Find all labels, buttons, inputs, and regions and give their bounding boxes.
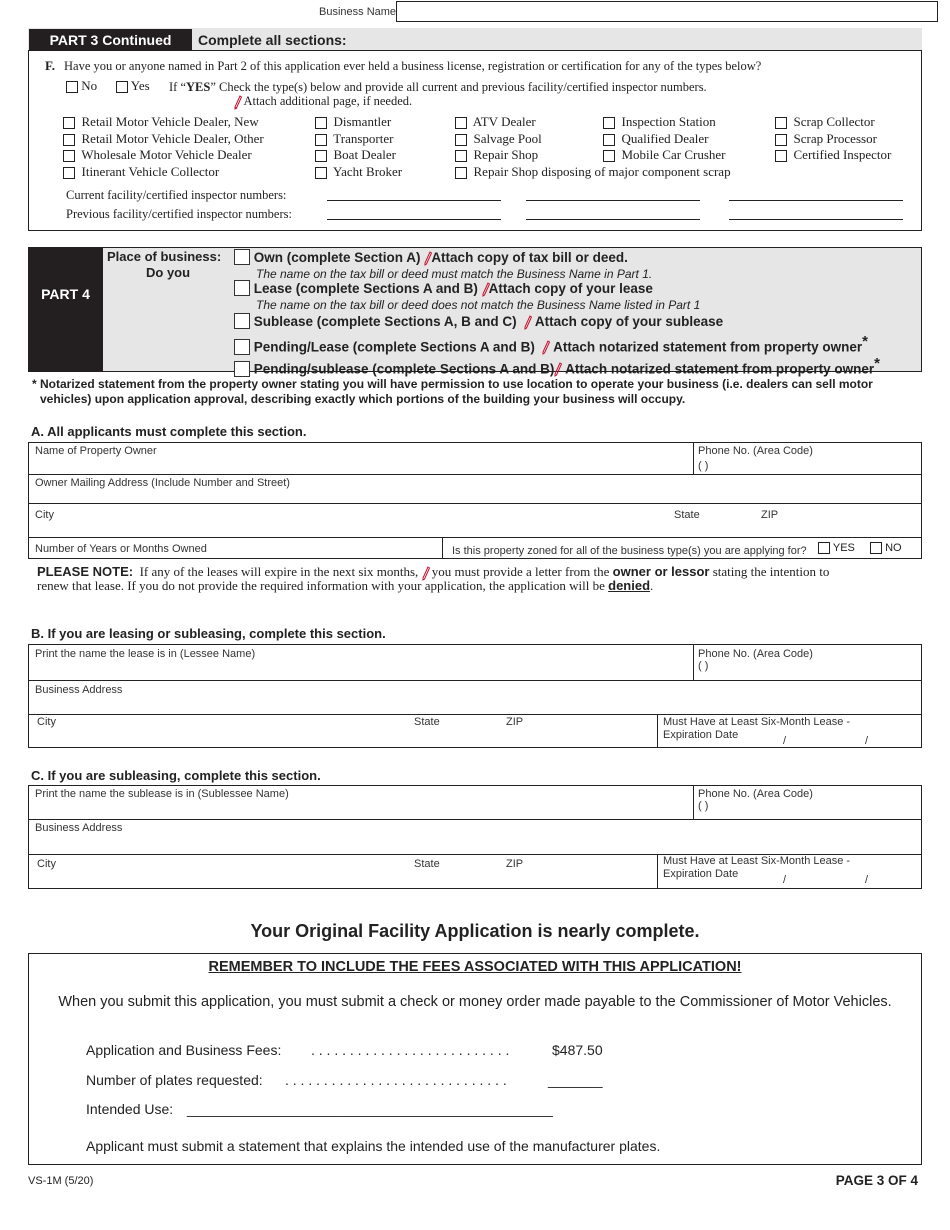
- sublessee-address-field[interactable]: Business Address: [35, 822, 123, 834]
- type-checkbox[interactable]: [775, 117, 787, 129]
- attach-note: Attach additional page, if needed.: [243, 94, 413, 108]
- intended-use-input[interactable]: _______________________________________________: [187, 1101, 553, 1117]
- f-question: Have you or anyone named in Part 2 of this application ever held a business license, registration or certification for any of the types below?: [64, 59, 762, 73]
- type-option[interactable]: [63, 147, 264, 164]
- lease-option[interactable]: [234, 280, 653, 297]
- expiration-date-field[interactable]: Expiration Date: [663, 868, 739, 880]
- f-if-yes-instruction: [169, 80, 707, 95]
- type-checkbox[interactable]: [455, 117, 467, 129]
- phone-paren: ( ): [698, 800, 709, 812]
- type-label: Salvage Pool: [473, 130, 542, 146]
- divider: [657, 854, 658, 889]
- pen-icon: [234, 95, 241, 110]
- type-option[interactable]: [315, 164, 402, 181]
- business-name-label: Business Name: [319, 6, 397, 18]
- zip-field[interactable]: ZIP: [761, 509, 779, 521]
- type-option[interactable]: [775, 147, 891, 164]
- pending-sublease-option[interactable]: [234, 355, 880, 377]
- zoned-no-option[interactable]: [870, 542, 902, 554]
- state-field[interactable]: State: [414, 716, 440, 728]
- type-col-2: [315, 114, 402, 180]
- zip-field[interactable]: ZIP: [506, 716, 524, 728]
- fees-value: $487.50: [552, 1042, 603, 1058]
- type-col-5: [775, 114, 891, 164]
- type-option[interactable]: [63, 114, 264, 131]
- footnote-line1: * Notarized statement from the property owner stating you will have permission to use location to operate your business (i.e. dealers can sell motor: [32, 377, 873, 391]
- type-label: Mobile Car Crusher: [621, 147, 726, 162]
- type-checkbox[interactable]: [315, 167, 327, 179]
- type-checkbox[interactable]: [603, 150, 615, 162]
- date-slash: /: [783, 874, 787, 886]
- note-b: you must provide a letter from the: [431, 564, 610, 579]
- form-id: VS-1M (5/20): [28, 1175, 94, 1187]
- date-slash: /: [865, 735, 869, 747]
- current-numbers-label: Current facility/certified inspector numbers:: [66, 188, 287, 202]
- if-prefix: If “: [169, 80, 186, 94]
- f-yes-checkbox[interactable]: [116, 81, 128, 93]
- zoned-yes-checkbox[interactable]: [818, 542, 830, 554]
- note-denied: denied: [608, 578, 651, 593]
- type-option[interactable]: [603, 147, 725, 164]
- pen-icon: [554, 362, 561, 377]
- part3-instruction: Complete all sections:: [198, 32, 347, 48]
- pending-sublease-attach: Attach notarized statement from property owner: [565, 361, 875, 377]
- no-label: NO: [885, 542, 902, 554]
- date-slash: /: [783, 735, 787, 747]
- state-field[interactable]: State: [674, 509, 700, 521]
- type-checkbox[interactable]: [775, 150, 787, 162]
- fees-box: [28, 953, 922, 1165]
- city-field[interactable]: City: [37, 716, 56, 728]
- note-a: If any of the leases will expire in the next six months,: [139, 564, 419, 579]
- type-option[interactable]: [775, 131, 891, 148]
- type-col-1: [63, 114, 264, 180]
- own-note: The name on the tax bill or deed must match the Business Name in Part 1.: [256, 267, 653, 281]
- current-number-field[interactable]: [327, 200, 501, 201]
- plates-dots: . . . . . . . . . . . . . . . . . . . . . . . . . . . . .: [285, 1072, 507, 1088]
- zoned-question: Is this property zoned for all of the business type(s) you are applying for?: [452, 545, 807, 557]
- sublessee-name-field[interactable]: Print the name the sublease is in (Sublessee Name): [35, 788, 289, 800]
- if-yes-emphasis: YES: [186, 80, 211, 94]
- previous-number-field[interactable]: [526, 219, 700, 220]
- divider: [28, 819, 922, 820]
- type-option[interactable]: [63, 131, 264, 148]
- type-checkbox[interactable]: [455, 150, 467, 162]
- f-yes-label: Yes: [130, 78, 150, 93]
- type-label: Wholesale Motor Vehicle Dealer: [81, 147, 252, 162]
- plates-label: Number of plates requested:: [86, 1072, 263, 1088]
- lease-label: Lease (complete Sections A and B): [253, 281, 478, 296]
- type-checkbox[interactable]: [603, 134, 615, 146]
- zoned-yes-option[interactable]: [818, 542, 855, 554]
- type-checkbox[interactable]: [775, 134, 787, 146]
- attach-note-row: [234, 94, 412, 110]
- sublease-label: Sublease (complete Sections A, B and C): [253, 314, 517, 329]
- type-label: Scrap Processor: [793, 130, 877, 146]
- divider: [442, 537, 443, 559]
- type-label: Repair Shop: [473, 147, 539, 162]
- own-option[interactable]: [234, 249, 628, 266]
- type-option[interactable]: [315, 147, 402, 164]
- submit-instruction: When you submit this application, you must submit a check or money order made payable to the Commissioner of Motor Vehicles.: [58, 994, 892, 1010]
- f-no-label: No: [81, 78, 98, 93]
- section-c-form: [28, 785, 922, 889]
- previous-numbers-label: Previous facility/certified inspector numbers:: [66, 207, 292, 221]
- type-checkbox[interactable]: [455, 134, 467, 146]
- previous-number-field[interactable]: [327, 219, 501, 220]
- pending-lease-checkbox[interactable]: [234, 339, 250, 355]
- sublessee-phone-field[interactable]: Phone No. (Area Code): [698, 788, 813, 800]
- f-no-option[interactable]: [66, 78, 97, 94]
- pen-icon: [424, 251, 431, 266]
- type-checkbox[interactable]: [63, 150, 75, 162]
- divider: [693, 644, 694, 681]
- fees-dots: . . . . . . . . . . . . . . . . . . . . . . . . . .: [311, 1042, 510, 1058]
- note-line2: renew that lease. If you do not provide the required information with your application, the application will be: [37, 578, 605, 593]
- type-checkbox[interactable]: [455, 167, 467, 179]
- pending-lease-option[interactable]: [234, 333, 868, 355]
- divider: [693, 785, 694, 820]
- pending-lease-label: Pending/Lease (complete Sections A and B): [253, 339, 535, 355]
- plates-input[interactable]: _______: [548, 1072, 603, 1088]
- closing-title: Your Original Facility Application is nearly complete.: [250, 921, 700, 941]
- type-option[interactable]: [315, 131, 402, 148]
- footnote-line2: vehicles) upon application approval, describing exactly which portions of the building your business will occupy.: [40, 392, 686, 406]
- lessee-phone-field[interactable]: Phone No. (Area Code): [698, 648, 813, 660]
- divider: [28, 714, 922, 715]
- years-owned-field[interactable]: Number of Years or Months Owned: [35, 543, 207, 555]
- do-you-label: Do you: [146, 265, 191, 280]
- lessee-address-field[interactable]: Business Address: [35, 684, 123, 696]
- sublease-option[interactable]: [234, 313, 723, 330]
- lease-attach: Attach copy of your lease: [488, 281, 653, 296]
- type-label: Retail Motor Vehicle Dealer, Other: [81, 130, 264, 146]
- divider: [28, 474, 922, 475]
- section-a-form: [28, 442, 922, 559]
- intended-use-label: Intended Use:: [86, 1101, 174, 1117]
- type-option[interactable]: [455, 164, 731, 181]
- type-checkbox[interactable]: [63, 167, 75, 179]
- divider: [28, 680, 922, 681]
- lease-checkbox[interactable]: [234, 280, 250, 296]
- pending-lease-attach: Attach notarized statement from property owner: [553, 339, 863, 355]
- phone-paren: ( ): [698, 460, 709, 472]
- type-checkbox[interactable]: [63, 134, 75, 146]
- section-a-heading: A. All applicants must complete this section.: [31, 424, 307, 439]
- f-no-checkbox[interactable]: [66, 81, 78, 93]
- if-suffix: ” Check the type(s) below and provide all current and previous facility/certified inspector numbers.: [210, 80, 707, 94]
- fees-label: Application and Business Fees:: [86, 1042, 282, 1058]
- type-label: Repair Shop disposing of major component scrap: [473, 163, 731, 179]
- type-label: Boat Dealer: [333, 147, 396, 162]
- note-end: .: [650, 578, 654, 593]
- type-option[interactable]: [775, 114, 891, 131]
- type-option[interactable]: [63, 164, 264, 181]
- owner-name-field[interactable]: Name of Property Owner: [35, 445, 157, 457]
- sublease-checkbox[interactable]: [234, 313, 250, 329]
- remember-fees: REMEMBER TO INCLUDE THE FEES ASSOCIATED WITH THIS APPLICATION!: [208, 959, 742, 975]
- type-option[interactable]: [603, 131, 725, 148]
- f-letter: F.: [45, 58, 55, 73]
- own-checkbox[interactable]: [234, 249, 250, 265]
- asterisk: *: [874, 355, 880, 372]
- sublease-attach: Attach copy of your sublease: [534, 314, 724, 329]
- owner-mailing-field[interactable]: Owner Mailing Address (Include Number and Street): [35, 477, 290, 489]
- date-slash: /: [865, 874, 869, 886]
- section-c-heading: C. If you are subleasing, complete this section.: [31, 768, 321, 783]
- business-name-input[interactable]: [396, 1, 938, 22]
- divider: [28, 537, 922, 538]
- please-note-line2: [37, 578, 653, 594]
- zoned-no-checkbox[interactable]: [870, 542, 882, 554]
- type-option[interactable]: [315, 114, 402, 131]
- yes-label: YES: [832, 542, 855, 554]
- part3-tag: PART 3 Continued: [29, 29, 192, 51]
- owner-phone-field[interactable]: Phone No. (Area Code): [698, 445, 813, 457]
- city-field[interactable]: City: [37, 858, 56, 870]
- expiration-date-field[interactable]: Expiration Date: [663, 729, 739, 741]
- type-checkbox[interactable]: [315, 150, 327, 162]
- type-label: Itinerant Vehicle Collector: [81, 163, 220, 179]
- note-lead: PLEASE NOTE:: [37, 564, 134, 579]
- type-label: Scrap Collector: [793, 114, 875, 129]
- pen-icon: [524, 315, 531, 330]
- pen-icon: [482, 282, 489, 297]
- type-label: Dismantler: [333, 114, 392, 129]
- type-checkbox[interactable]: [315, 117, 327, 129]
- place-of-business-label: Place of business:: [107, 249, 222, 264]
- type-checkbox[interactable]: [63, 117, 75, 129]
- type-option[interactable]: [603, 114, 725, 131]
- type-label: Yacht Broker: [333, 163, 403, 179]
- type-label: Certified Inspector: [793, 147, 892, 162]
- note-c: stating the intention to: [712, 564, 830, 579]
- type-col-4: [603, 114, 725, 164]
- divider: [28, 503, 922, 504]
- type-checkbox[interactable]: [315, 134, 327, 146]
- statement-note: Applicant must submit a statement that explains the intended use of the manufacturer plates.: [86, 1138, 661, 1154]
- type-label: Inspection Station: [621, 114, 716, 129]
- f-yes-option[interactable]: [116, 78, 150, 94]
- divider: [657, 714, 658, 748]
- current-number-field[interactable]: [729, 200, 903, 201]
- note-owner: owner or lessor: [612, 564, 710, 579]
- part4-tag: PART 4: [28, 247, 103, 372]
- type-label: Qualified Dealer: [621, 130, 709, 146]
- zip-field[interactable]: ZIP: [506, 858, 524, 870]
- state-field[interactable]: State: [414, 858, 440, 870]
- lessee-name-field[interactable]: Print the name the lease is in (Lessee Name): [35, 648, 256, 660]
- divider: [693, 442, 694, 475]
- pending-sublease-label: Pending/sublease (complete Sections A and B): [253, 361, 555, 377]
- current-number-field[interactable]: [526, 200, 700, 201]
- phone-paren: ( ): [698, 660, 709, 672]
- type-label: ATV Dealer: [472, 114, 536, 129]
- lease-requirement: Must Have at Least Six-Month Lease -: [663, 716, 851, 728]
- own-label: Own (complete Section A): [253, 250, 421, 265]
- asterisk: *: [862, 333, 868, 350]
- pending-sublease-checkbox[interactable]: [234, 361, 250, 377]
- section-b-heading: B. If you are leasing or subleasing, complete this section.: [31, 626, 386, 641]
- lease-requirement: Must Have at Least Six-Month Lease -: [663, 855, 851, 867]
- pen-icon: [542, 340, 549, 355]
- type-label: Retail Motor Vehicle Dealer, New: [81, 114, 259, 129]
- type-checkbox[interactable]: [603, 117, 615, 129]
- city-field[interactable]: City: [35, 509, 54, 521]
- lease-note: The name on the tax bill or deed does not match the Business Name listed in Part 1: [256, 298, 701, 312]
- page-number: PAGE 3 OF 4: [835, 1173, 918, 1188]
- type-label: Transporter: [333, 130, 394, 146]
- previous-number-field[interactable]: [729, 219, 903, 220]
- own-attach: Attach copy of tax bill or deed.: [431, 250, 628, 265]
